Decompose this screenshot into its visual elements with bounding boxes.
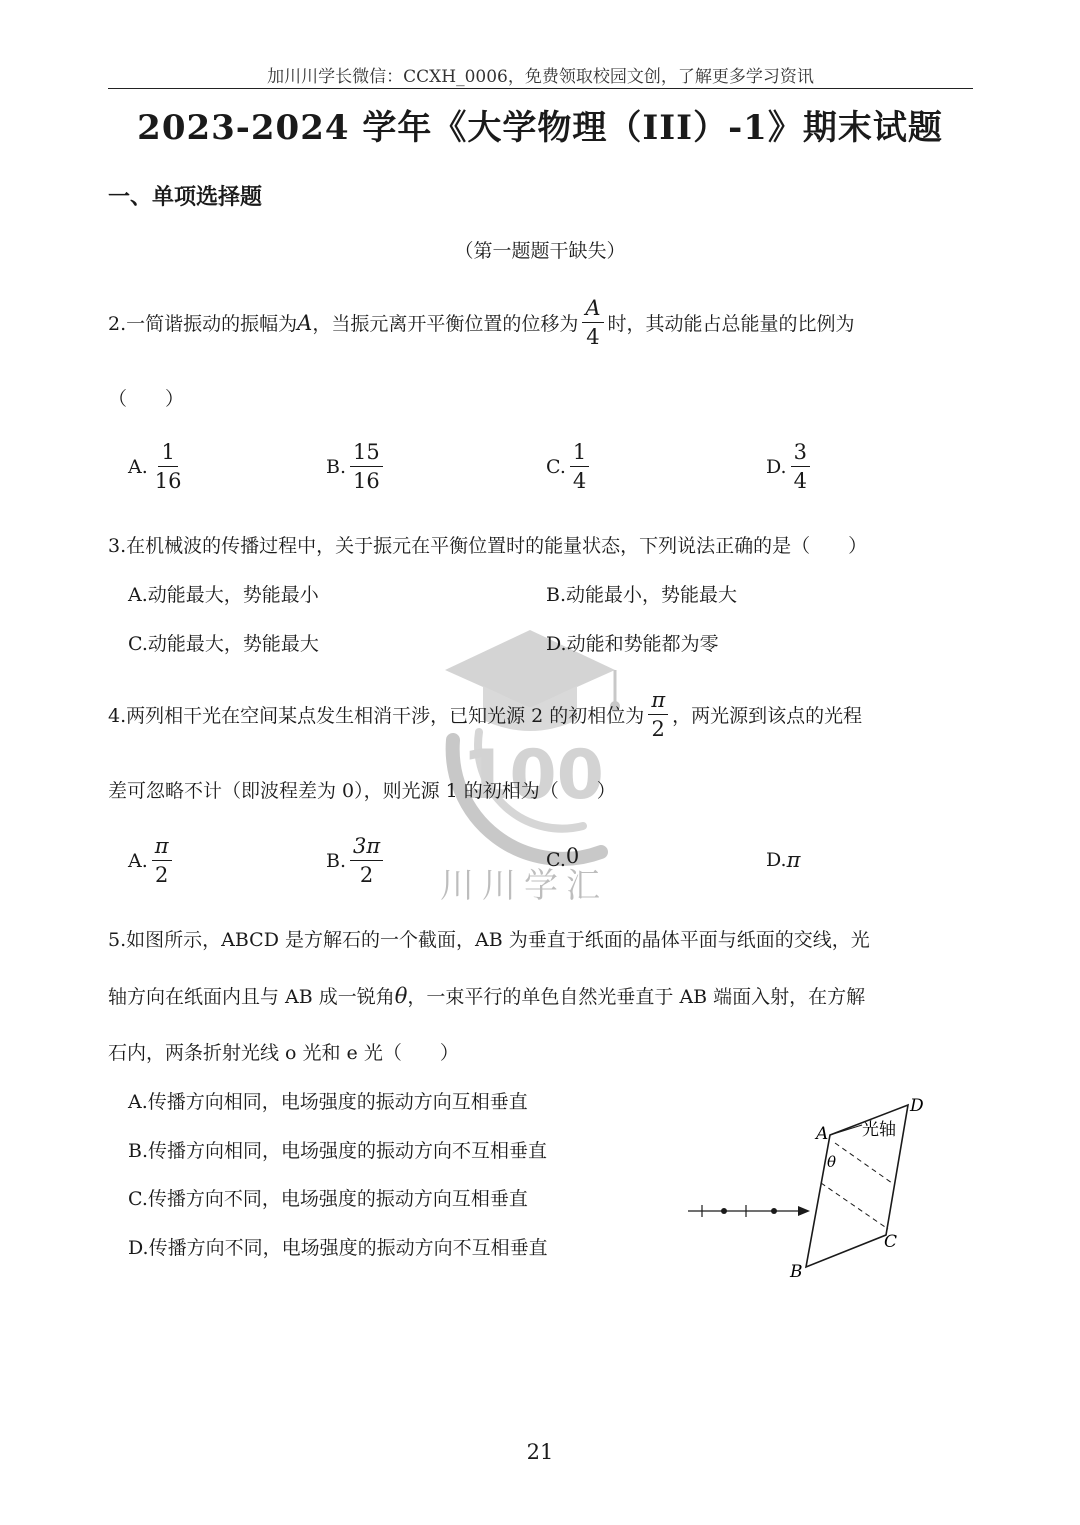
q2-option-c-label: C.	[546, 455, 566, 478]
q5-text-2a: 轴方向在纸面内且与 AB 成一锐角	[108, 986, 395, 1008]
q4-option-c-label: C.	[546, 849, 566, 871]
q2-var-amplitude: A	[297, 310, 313, 335]
q4-option-d-value: π	[786, 848, 801, 872]
q2-option-a-den: 16	[154, 469, 182, 494]
page-number: 21	[526, 1440, 554, 1464]
q3-option-b: B.动能最小，势能最大	[546, 584, 738, 606]
q4-option-d	[766, 848, 800, 872]
label-d: D	[910, 1096, 924, 1116]
q2-option-b-fraction	[350, 440, 383, 493]
q2-frac-num: A	[582, 296, 603, 323]
q2-option-d	[766, 440, 814, 493]
q2-displacement-fraction	[582, 296, 603, 349]
header-rule	[108, 88, 973, 89]
q5-option-a: A.传播方向相同，电场强度的振动方向互相垂直	[128, 1091, 528, 1113]
q4-option-a-den: 2	[154, 863, 169, 888]
q5-stem-line1: 5.如图所示，ABCD 是方解石的一个截面，AB 为垂直于纸面的晶体平面与纸面的交线，光	[108, 929, 870, 951]
q2-option-b-label: B.	[326, 455, 347, 478]
q2-text-a: 2.一简谐振动的振幅为	[108, 313, 298, 336]
q2-stem	[108, 296, 855, 349]
label-b: B	[790, 1262, 803, 1282]
q4-option-b-num: 3π	[350, 834, 383, 861]
watermark-number: 100	[462, 736, 604, 815]
q4-option-c-value: 0	[565, 844, 580, 868]
q2-option-b-den: 16	[353, 469, 380, 494]
q4-text-b: ，两光源到该点的光程	[672, 705, 863, 728]
q5-text-2b: ，一束平行的单色自然光垂直于 AB 端面入射，在方解	[407, 986, 866, 1008]
q2-option-d-fraction	[791, 440, 810, 493]
q2-frac-den: 4	[586, 325, 600, 350]
q2-option-a-fraction	[152, 440, 185, 493]
q2-option-c	[546, 440, 593, 493]
q2-option-b-num: 15	[350, 440, 383, 467]
q3-option-a: A.动能最大，势能最小	[128, 584, 319, 606]
q4-frac-den: 2	[651, 717, 665, 742]
q4-option-b-den: 2	[359, 863, 374, 888]
q4-stem-line2: 差可忽略不计（即波程差为 0），则光源 1 的初相为（ ）	[108, 780, 616, 802]
q4-option-a-fraction	[152, 834, 172, 887]
q5-stem-line2	[108, 982, 865, 1009]
q3-stem: 3.在机械波的传播过程中，关于振元在平衡位置时的能量状态，下列说法正确的是（ ）	[108, 535, 868, 557]
q4-option-c	[546, 844, 580, 872]
q2-option-b	[326, 440, 387, 493]
q2-text-c: 时，其动能占总能量的比例为	[607, 313, 855, 336]
q2-option-a-num: 1	[158, 440, 177, 467]
q4-option-a-num: π	[152, 834, 172, 861]
q2-option-d-label: D.	[766, 455, 787, 478]
q4-phase-fraction	[648, 688, 668, 741]
label-a: A	[816, 1124, 829, 1144]
q3-option-c: C.动能最大，势能最大	[128, 633, 319, 655]
section-heading: 一、单项选择题	[108, 185, 263, 210]
q2-option-a	[128, 440, 189, 493]
q2-option-d-den: 4	[793, 469, 807, 494]
q2-option-d-num: 3	[791, 440, 810, 467]
q2-answer-paren: （ ）	[108, 388, 185, 410]
label-c: C	[884, 1232, 898, 1252]
q2-option-a-label: A.	[128, 455, 148, 478]
label-optic-axis: 光轴	[862, 1120, 896, 1140]
q4-option-b-label: B.	[326, 849, 347, 872]
q5-option-d: D.传播方向不同，电场强度的振动方向不互相垂直	[128, 1237, 548, 1259]
label-theta: θ	[827, 1153, 837, 1171]
q4-option-a-label: A.	[128, 849, 148, 872]
q5-var-theta: θ	[394, 983, 408, 1008]
q2-option-c-num: 1	[570, 440, 589, 467]
q3-option-d: D.动能和势能都为零	[546, 633, 719, 655]
q4-stem	[108, 688, 862, 741]
q4-text-a: 4.两列相干光在空间某点发生相消干涉，已知光源 2 的初相位为	[108, 705, 645, 728]
page-header: 加川川学长微信：CCXH_0006，免费领取校园文创，了解更多学习资讯	[267, 67, 814, 87]
incident-arrow-head	[798, 1206, 810, 1216]
q2-option-c-den: 4	[572, 469, 587, 494]
q5-stem-line3: 石内，两条折射光线 o 光和 e 光（ ）	[108, 1042, 459, 1064]
calcite-figure	[680, 1085, 940, 1285]
q2-option-c-fraction	[570, 440, 589, 493]
q2-text-b: ，当振元离开平衡位置的位移为	[312, 313, 579, 336]
q4-option-b-fraction	[350, 834, 383, 887]
q4-option-b	[326, 834, 387, 887]
missing-question-note: （第一题题干缺失）	[454, 240, 626, 262]
page-title: 2023-2024 学年《大学物理（III）-1》期末试题	[137, 108, 943, 148]
q4-option-d-label: D.	[766, 849, 787, 871]
q5-option-b: B.传播方向相同，电场强度的振动方向不互相垂直	[128, 1140, 548, 1162]
q4-frac-num: π	[648, 688, 668, 715]
q4-option-a	[128, 834, 176, 887]
watermark-text: 川川学汇	[440, 866, 608, 906]
q5-option-c: C.传播方向不同，电场强度的振动方向互相垂直	[128, 1188, 528, 1210]
